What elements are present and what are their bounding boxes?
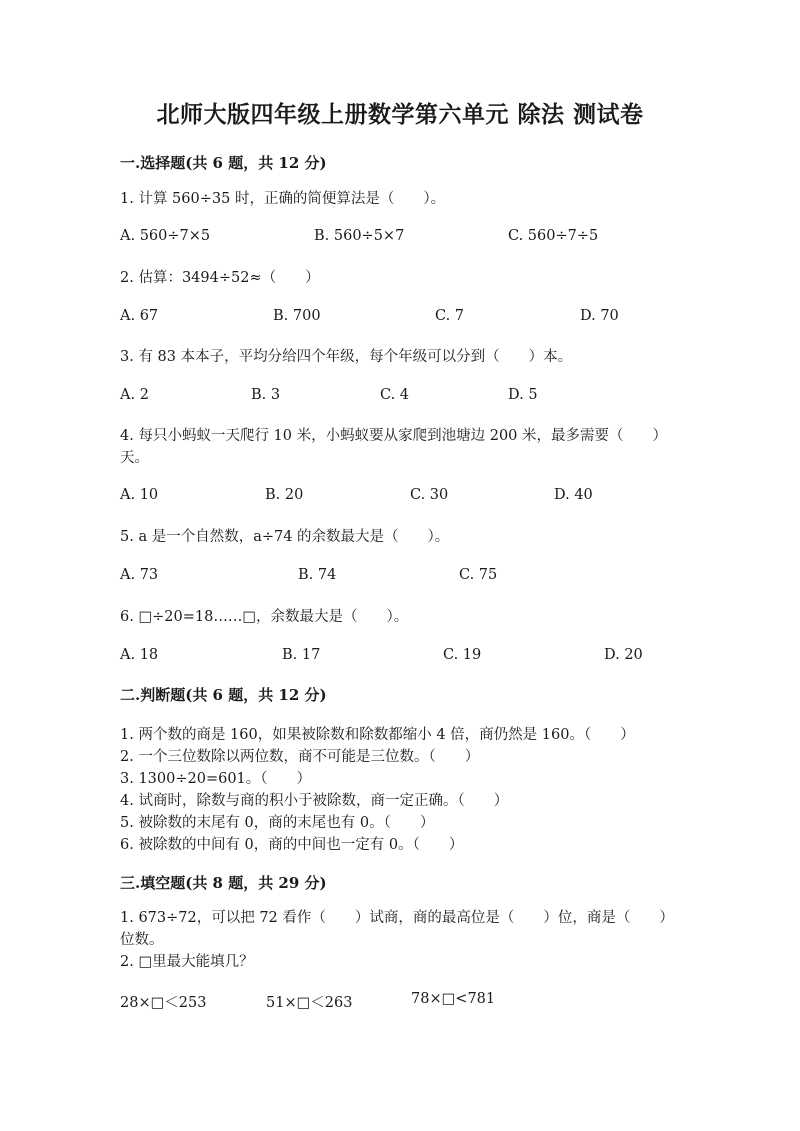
choice-question-3: 3. 有 83 本本子，平均分给四个年级，每个年级可以分到（ ）本。: [120, 349, 573, 365]
choice-3-option-d[interactable]: D. 5: [508, 387, 538, 403]
choice-2-option-d[interactable]: D. 70: [580, 308, 619, 324]
section-heading-fill-blank: 三.填空题(共 8 题，共 29 分): [120, 874, 327, 892]
fill-blank-expression-2: 51×□＜263: [266, 995, 353, 1011]
choice-question-2: 2. 估算：3494÷52≈（ ）: [120, 270, 320, 286]
judgement-question-1: 1. 两个数的商是 160，如果被除数和除数都缩小 4 倍，商仍然是 160。（ ）: [120, 727, 635, 743]
choice-2-option-a[interactable]: A. 67: [120, 308, 159, 324]
choice-1-option-b[interactable]: B. 560÷5×7: [314, 228, 405, 244]
choice-6-option-b[interactable]: B. 17: [282, 647, 321, 663]
choice-6-option-c[interactable]: C. 19: [443, 647, 482, 663]
fill-blank-expression-1: 28×□＜253: [120, 995, 207, 1011]
choice-2-option-b[interactable]: B. 700: [273, 308, 321, 324]
choice-4-option-b[interactable]: B. 20: [265, 487, 304, 503]
choice-question-1: 1. 计算 560÷35 时，正确的简便算法是（ ）。: [120, 191, 446, 207]
choice-6-option-a[interactable]: A. 18: [120, 647, 159, 663]
choice-3-option-a[interactable]: A. 2: [120, 387, 149, 403]
section-heading-choice: 一.选择题(共 6 题，共 12 分): [120, 154, 327, 172]
section-heading-judgement: 二.判断题(共 6 题，共 12 分): [120, 686, 327, 704]
judgement-question-2: 2. 一个三位数除以两位数，商不可能是三位数。（ ）: [120, 749, 480, 765]
choice-3-option-b[interactable]: B. 3: [251, 387, 281, 403]
judgement-question-6: 6. 被除数的中间有 0，商的中间也一定有 0。（ ）: [120, 837, 464, 853]
judgement-question-3: 3. 1300÷20=601。（ ）: [120, 771, 312, 787]
fill-blank-expression-3: 78×□<781: [411, 991, 496, 1007]
choice-4-option-a[interactable]: A. 10: [120, 487, 159, 503]
judgement-question-4: 4. 试商时，除数与商的积小于被除数，商一定正确。（ ）: [120, 793, 509, 809]
choice-question-4: 4. 每只小蚂蚁一天爬行 10 米，小蚂蚁要从家爬到池塘边 200 米，最多需要（ ）天。: [120, 428, 668, 466]
choice-1-option-c[interactable]: C. 560÷7÷5: [508, 228, 599, 244]
choice-question-5: 5. a 是一个自然数，a÷74 的余数最大是（ ）。: [120, 529, 450, 545]
choice-question-6: 6. □÷20=18……□，余数最大是（ ）。: [120, 609, 409, 625]
fill-question-2: 2. □里最大能填几？: [120, 954, 254, 970]
choice-5-option-a[interactable]: A. 73: [120, 567, 159, 583]
page-title: 北师大版四年级上册数学第六单元 除法 测试卷: [156, 101, 644, 128]
choice-4-option-c[interactable]: C. 30: [410, 487, 449, 503]
choice-5-option-b[interactable]: B. 74: [298, 567, 337, 583]
choice-1-option-a[interactable]: A. 560÷7×5: [120, 228, 211, 244]
choice-6-option-d[interactable]: D. 20: [604, 647, 643, 663]
choice-3-option-c[interactable]: C. 4: [380, 387, 410, 403]
judgement-question-5: 5. 被除数的末尾有 0，商的末尾也有 0。（ ）: [120, 815, 435, 831]
fill-question-1: 1. 673÷72，可以把 72 看作（ ）试商，商的最高位是（ ）位，商是（ ）位数。: [120, 910, 674, 948]
choice-2-option-c[interactable]: C. 7: [435, 308, 465, 324]
choice-5-option-c[interactable]: C. 75: [459, 567, 498, 583]
choice-4-option-d[interactable]: D. 40: [554, 487, 593, 503]
